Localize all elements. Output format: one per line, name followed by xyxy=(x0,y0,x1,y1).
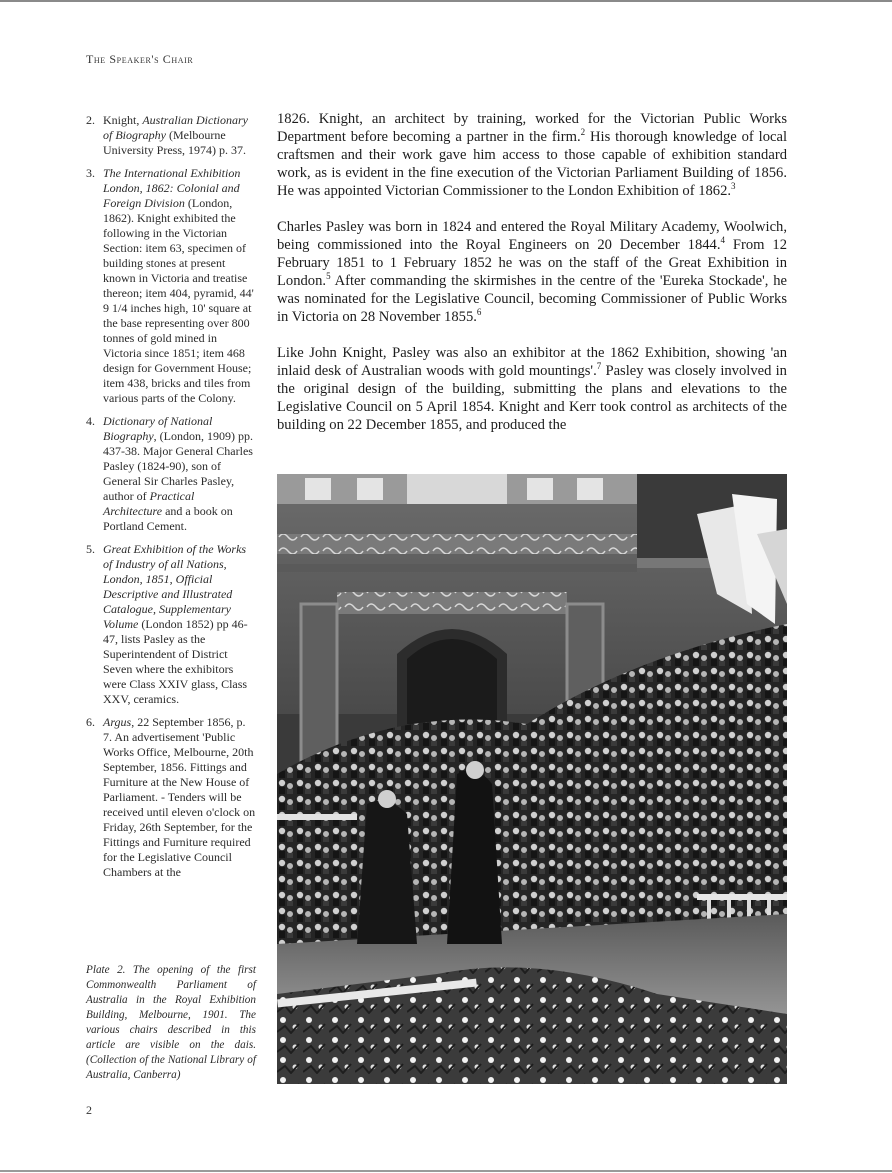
footnote-text: (London 1852) pp 46-47, lists Pasley as the Superintendent of District Seven where the exhibitors were Class XXIV glass, Class XXV, ceramics. xyxy=(103,617,248,706)
footnote-number: 2. xyxy=(86,113,95,127)
paragraph-text: His thorough knowledge of local craftsmen and their work gave him access to those capable of exhibition standard work, as is evident in the fine execution of the Victorian Parliament Building of 1856. He was appointed Victorian Commissioner to the London Exhibition of 1862. xyxy=(277,129,787,199)
paragraph-text: From 12 February 1851 to 1 February 1852 he was on the staff of the Great Exhibition in London. xyxy=(277,237,787,289)
footnote-text: and a book on Portland Cement. xyxy=(103,504,233,533)
footnote-2 xyxy=(86,113,256,158)
footnote-5 xyxy=(86,542,256,707)
page-number: 2 xyxy=(86,1103,92,1117)
footnote-text: , (London, 1909) pp. 437-38. Major General Charles Pasley (1824-90), son of General Sir Charles Pasley, author of xyxy=(103,429,253,503)
paragraph-text: Like John Knight, Pasley was also an exhibitor at the 1862 Exhibition, showing 'an inlaid desk of Australian woods with gold mountings'. xyxy=(277,345,787,379)
footnote-3 xyxy=(86,166,256,406)
footnote-6 xyxy=(86,715,256,880)
footnotes-column xyxy=(86,113,256,888)
paragraph-2 xyxy=(277,218,787,326)
footnote-ref[interactable]: 5 xyxy=(326,271,331,282)
footnote-number: 4. xyxy=(86,414,95,428)
footnote-ref[interactable]: 6 xyxy=(476,307,482,318)
opening-parliament-photo xyxy=(277,474,787,1084)
footnote-title: The International Exhibition London, 1862: Colonial and Foreign Division xyxy=(103,166,241,210)
paragraph-3 xyxy=(277,344,787,434)
footnote-ref[interactable]: 2 xyxy=(580,127,586,138)
plate-photograph xyxy=(277,474,787,1084)
footnote-text: , 22 September 1856, p. 7. An advertisement 'Public Works Office, Melbourne, 20th September, 1856. Fittings and Furniture at the New House of Parliament. - Tenders will be received until eleven o'clock on Friday, 26th September, for the Fittings and Furniture required for the Legislative Council Chambers at the xyxy=(103,715,256,879)
paragraph-text: 1826. Knight, an architect by training, worked for the Victorian Public Works Department before becoming a partner in the firm. xyxy=(277,111,787,145)
footnote-title: Dictionary of National Biography xyxy=(103,414,213,443)
paragraph-1 xyxy=(277,110,787,200)
bottom-border xyxy=(0,1170,892,1172)
footnote-text: Knight, xyxy=(103,113,143,127)
top-border xyxy=(0,0,892,2)
running-head: The Speaker's Chair xyxy=(86,52,194,66)
paragraph-text: Pasley was closely involved in the original design of the building, submitting the plans and elevations to the Legislative Council on 5 April 1854. Knight and Kerr took control as architects of the building on 22 December 1855, and produced the xyxy=(277,363,787,433)
footnote-number: 6. xyxy=(86,715,95,729)
footnote-text: (Melbourne University Press, 1974) p. 37. xyxy=(103,128,246,157)
footnote-number: 5. xyxy=(86,542,95,556)
plate-caption: Plate 2. The opening of the first Commonwealth Parliament of Australia in the Royal Exhibition Building, Melbourne, 1901. The various chairs described in this article are visible on the dais. (Collection of the National Library of Australia, Canberra) xyxy=(86,964,256,1081)
footnote-title: Australian Dictionary of Biography xyxy=(103,113,249,142)
paragraph-text: After commanding the skirmishes in the centre of the 'Eureka Stockade', he was nominated for the Legislative Council, becoming Commissioner of Public Works in Victoria on 28 November 1855. xyxy=(277,273,787,325)
footnote-ref[interactable]: 7 xyxy=(596,361,602,372)
footnote-ref[interactable]: 4 xyxy=(720,235,725,246)
footnote-text: (London, 1862). Knight exhibited the following in the Victorian Section: item 63, specimen of building stones at present known in Victoria and treatise thereon; item 404, pyramid, 44' 9 1/4 inches high, 10' square at the base representing over 800 tonnes of gold mined in Victoria since 1851; item 468 design for Government House; item 438, bricks and tiles from various parts of the Colony. xyxy=(103,196,254,405)
paragraph-text: Charles Pasley was born in 1824 and entered the Royal Military Academy, Woolwich, being commissioned into the Royal Engineers on 20 December 1844. xyxy=(277,219,787,253)
footnote-number: 3. xyxy=(86,166,95,180)
main-text xyxy=(277,110,787,452)
footnote-ref[interactable]: 3 xyxy=(731,181,736,192)
footnote-4 xyxy=(86,414,256,534)
footnote-title: Argus xyxy=(103,715,132,729)
footnote-title: Great Exhibition of the Works of Industry of all Nations, London, 1851, Official Descriptive and Illustrated Catalogue, Supplementary Volume xyxy=(103,542,247,631)
footnote-title: Practical Architecture xyxy=(103,489,195,518)
